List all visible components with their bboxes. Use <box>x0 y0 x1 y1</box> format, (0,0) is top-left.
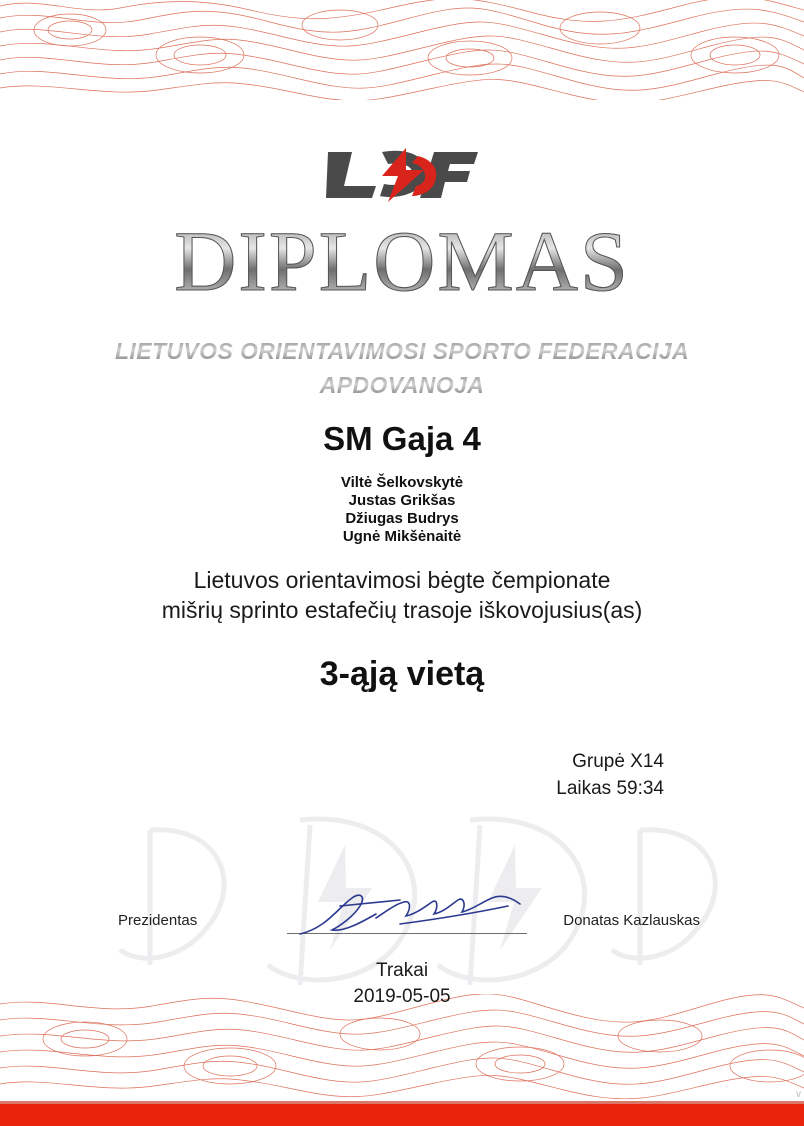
place-and-date <box>0 958 804 1010</box>
losf-logo <box>0 146 804 209</box>
signature-icon <box>280 888 535 940</box>
corner-mark: v <box>796 1089 801 1100</box>
time-label: Laikas 59:34 <box>556 778 664 799</box>
page-title: DIPLOMAS <box>0 218 804 304</box>
list-item: Ugnė Mikšėnaitė <box>342 528 462 545</box>
bottom-red-bar <box>0 1104 804 1126</box>
contour-pattern-top <box>0 0 804 100</box>
place-awarded: 3-ąją vietą <box>319 655 485 693</box>
signature-name: Donatas Kazlauskas <box>563 912 700 929</box>
city-label: Trakai <box>375 960 429 981</box>
list-item: Džiugas Budrys <box>345 510 459 527</box>
event-line-2: mišrių sprinto estafečių trasoje iškovojusius(as) <box>161 597 643 623</box>
result-details <box>0 748 804 802</box>
member-list <box>0 474 804 546</box>
group-label: Grupė X14 <box>572 751 664 772</box>
event-line-1: Lietuvos orientavimosi bėgte čempionate <box>193 567 611 593</box>
federation-line-2: APDOVANOJA <box>0 372 804 399</box>
club-name: SM Gaja 4 <box>323 420 481 457</box>
signature-role: Prezidentas <box>118 912 198 929</box>
list-item: Viltė Šelkovskytė <box>340 474 464 491</box>
event-description <box>0 565 804 625</box>
federation-line-1: LIETUVOS ORIENTAVIMOSI SPORTO FEDERACIJA <box>0 338 804 365</box>
date-label: 2019-05-05 <box>353 986 451 1007</box>
list-item: Justas Grikšas <box>348 492 456 509</box>
contour-pattern-bottom <box>0 994 804 1104</box>
